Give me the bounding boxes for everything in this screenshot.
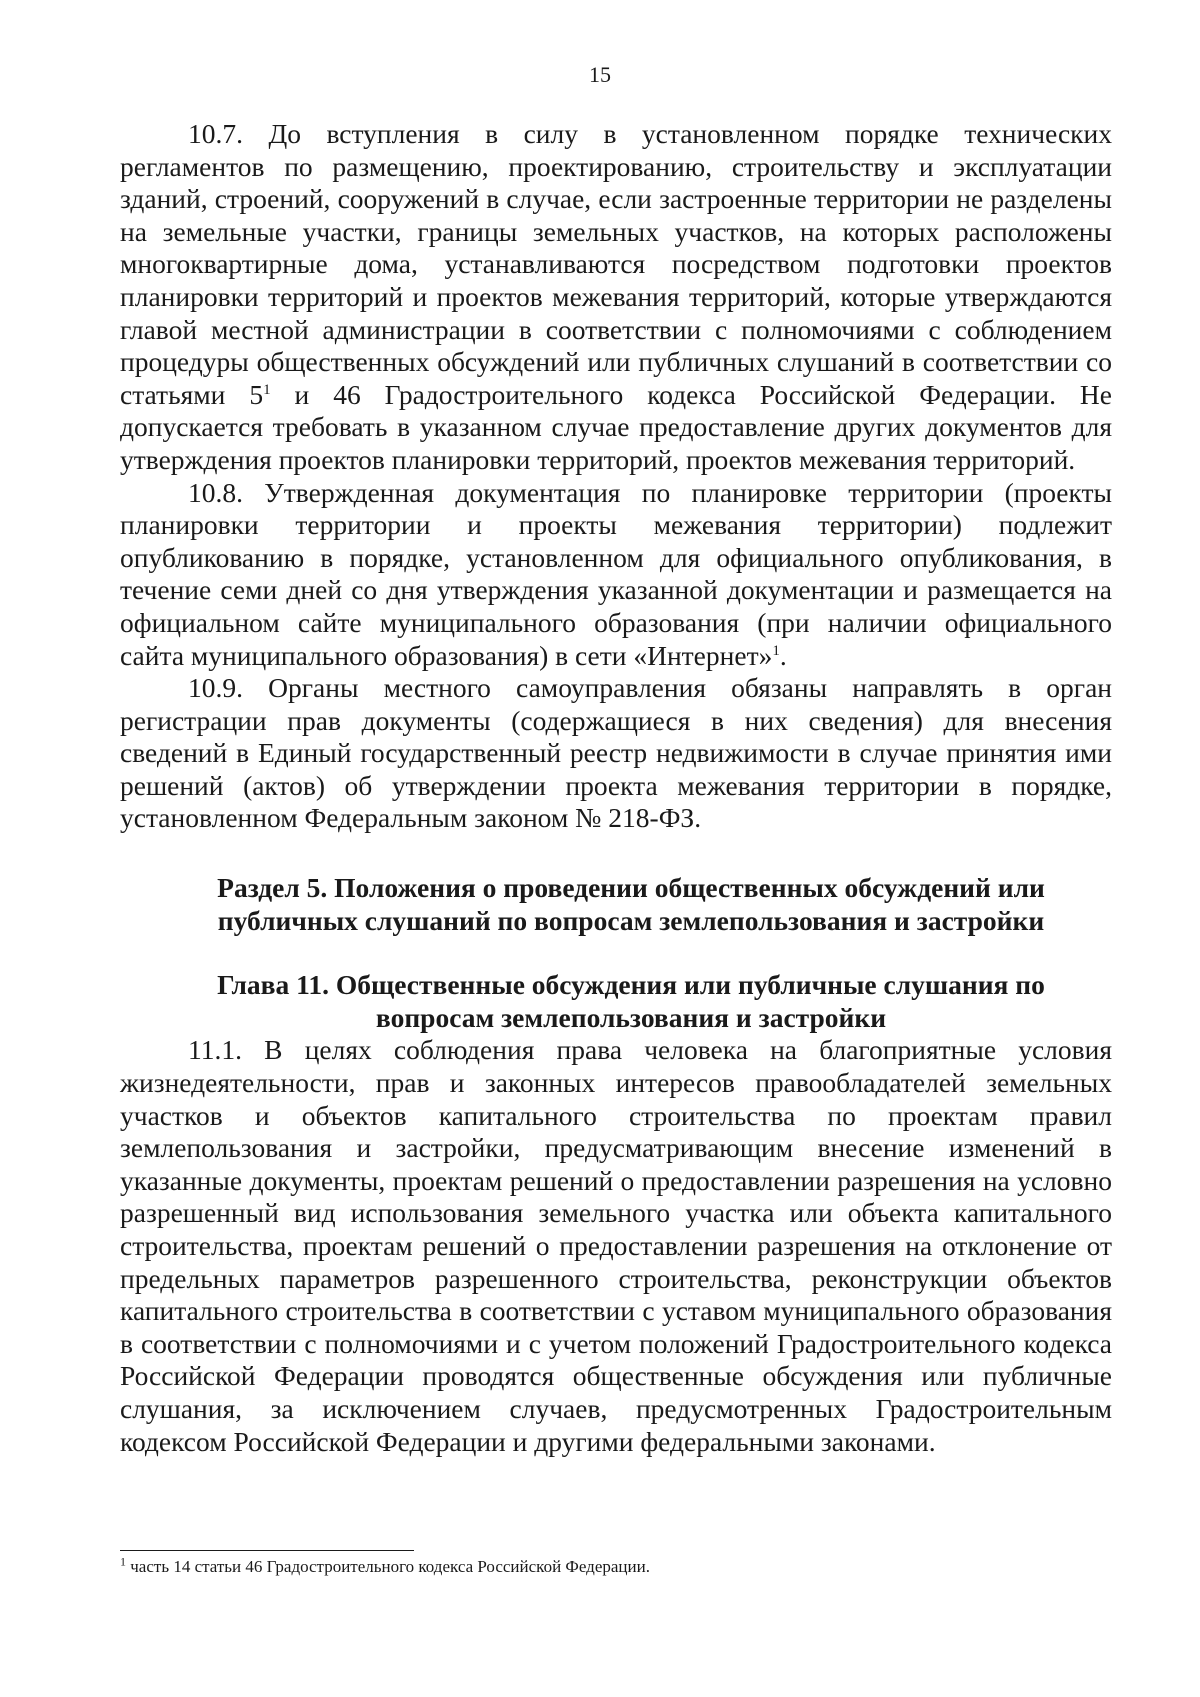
paragraph-10-8-text-cont: . bbox=[779, 639, 787, 671]
paragraph-10-7-text: 10.7. До вступления в силу в установленном порядке технических регламентов по размещению, проектированию, строительству и эксплуатации зданий, строений, сооружений в случае, если застроенные территории не разделены на земельные участки, границы земельных участков, на которых расположены многоквартирные дома, устанавливаются посредством подготовки проектов планировки территорий и проектов межевания территорий, которые утверждаются главой местной администрации в соответствии с полномочиями с соблюдением процедуры общественных обсуждений или публичных слушаний в соответствии со статьями 5 bbox=[120, 118, 1112, 410]
paragraph-10-8 bbox=[120, 477, 1112, 673]
document-body bbox=[120, 118, 1112, 1458]
section-heading-line-1: Раздел 5. Положения о проведении общественных обсуждений или bbox=[217, 872, 1045, 904]
footnote-ref: 1 bbox=[263, 381, 271, 398]
page-number: 15 bbox=[589, 62, 611, 87]
paragraph-10-7-text-cont: и 46 Градостроительного кодекса Российской Федерации. Не допускается требовать в указанном случае предоставление других документов для утверждения проектов планировки территорий, проектов межевания территорий. bbox=[120, 378, 1112, 475]
footnote-marker: 1 bbox=[120, 1554, 126, 1569]
section-heading bbox=[120, 872, 1112, 937]
chapter-heading-line-1: Глава 11. Общественные обсуждения или публичные слушания по bbox=[217, 969, 1045, 1001]
footnote-ref: 1 bbox=[772, 642, 780, 659]
footnote bbox=[120, 1556, 1112, 1578]
paragraph-11-1: 11.1. В целях соблюдения права человека на благоприятные условия жизнедеятельности, прав и законных интересов правообладателей земельных участков и объектов капитального строительства по проектам правил землепользования и застройки, предусматривающим внесение изменений в указанные документы, проектам решений о предоставлении разрешения на условно разрешенный вид использования земельного участка или объекта капитального строительства, проектам решений о предоставлении разрешения на отклонение от предельных параметров разрешенного строительства, реконструкции объектов капитального строительства в соответствии с уставом муниципального образования в соответствии с полномочиями и с учетом положений Градостроительного кодекса Российской Федерации проводятся общественные обсуждения или публичные слушания, за исключением случаев, предусмотренных Градостроительным кодексом Российской Федерации и другими федеральными законами. bbox=[120, 1034, 1112, 1457]
paragraph-10-7 bbox=[120, 118, 1112, 477]
chapter-heading bbox=[120, 969, 1112, 1034]
footnote-divider bbox=[120, 1550, 414, 1551]
paragraph-10-8-text: 10.8. Утвержденная документация по планировке территории (проекты планировки территории и проекты межевания территории) подлежит опубликованию в порядке, установленном для официального опубликования, в течение семи дней со дня утверждения указанной документации и размещается на официальном сайте муниципального образования (при наличии официального сайта муниципального образования) в сети «Интернет» bbox=[120, 476, 1112, 671]
paragraph-10-9 bbox=[120, 672, 1112, 835]
chapter-heading-line-2: вопросам землепользования и застройки bbox=[375, 1001, 887, 1033]
footnote-text: часть 14 статьи 46 Градостроительного кодекса Российской Федерации. bbox=[126, 1557, 650, 1576]
paragraph-10-9-text: 10.9. Органы местного самоуправления обязаны направлять в орган регистрации прав документы (содержащиеся в них сведения) для внесения сведений в Единый государственный реестр недвижимости в случае принятия ими решений (актов) об утверждении проекта межевания территории в порядке, установленном Федеральным законом № 218-ФЗ. bbox=[120, 672, 1112, 834]
section-heading-line-2: публичных слушаний по вопросам землепользования и застройки bbox=[217, 904, 1045, 936]
